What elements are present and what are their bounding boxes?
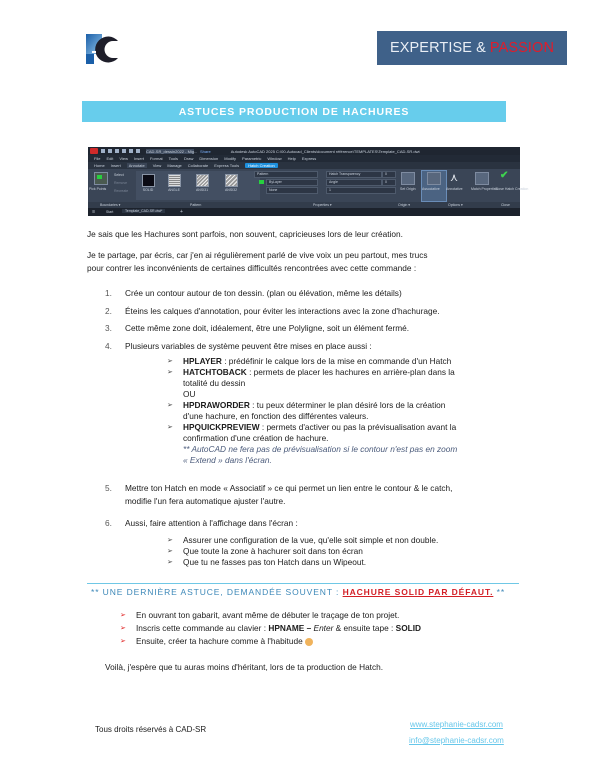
last-tip-text: En ouvrant ton gabarit, avant même de débuter le traçage de ton projet. (136, 610, 400, 620)
autocad-app-icon (90, 148, 98, 154)
step-1 (105, 287, 525, 300)
tab-view: View (152, 163, 162, 168)
new-tab-plus-icon: + (180, 209, 183, 215)
step-text: Aussi, faire attention à l'affichage dans l'écran : (125, 518, 298, 528)
autocad-ribbon-screenshot (88, 147, 529, 216)
menu-view: View (119, 156, 128, 161)
variable-item-hpdraworder (167, 400, 517, 422)
brand-primary: EXPERTISE & (389, 40, 486, 56)
or-label: OU (183, 389, 196, 399)
variable-name: HATCHTOBACK (183, 367, 247, 377)
display-tip (167, 546, 517, 557)
properties-panel-label: Properties ▾ (313, 203, 332, 207)
tab-manage: Manage (167, 163, 182, 168)
menu-insert: Insert (133, 156, 144, 161)
command-solid: SOLID (395, 623, 422, 633)
variable-desc-cont: totalité du dessin (183, 378, 246, 388)
last-tip-text: Ensuite, créer ta hachure comme à l'habitude (136, 636, 303, 646)
preview-note-line-2: « Extend » dans l'écran. (183, 455, 272, 465)
intro-line-2: Je te partage, par écris, car j'en ai régulièrement parlé de vive voix un peu partout, mes trucs (87, 250, 428, 260)
hatch-color-dropdown: ByLayer (266, 179, 318, 186)
brand-banner (377, 31, 567, 65)
select-label: Select (114, 173, 124, 177)
menu-edit: Edit (106, 156, 114, 161)
tab-express-tools: Express Tools (214, 163, 240, 168)
quick-access-toolbar (88, 147, 520, 155)
hatch-angle-field: Angle (326, 179, 382, 186)
menu-window: Window (267, 156, 282, 161)
tab-collaborate: Collaborate (187, 163, 209, 168)
associative-icon (427, 172, 441, 185)
step-2 (105, 305, 525, 318)
hamburger-icon: ☰ (92, 210, 96, 214)
step-text: Éteins les calques d'annotation, pour éviter les interactions avec la zone d'hachurage. (125, 306, 440, 316)
annotative-icon: ⋏ (450, 172, 459, 184)
pattern-panel-label: Pattern (190, 203, 202, 207)
workspace-search: CAD-SR_dessin2022 - Mig... (146, 148, 198, 154)
step-text: Plusieurs variables de système peuvent être mises en place aussi : (125, 341, 372, 351)
annotative-label: Annotative (446, 187, 463, 191)
step-text: Mettre ton Hatch en mode « Associatif » ce qui permet un lien entre le contour & le catch, (125, 483, 453, 493)
pattern-angle-swatch (168, 174, 181, 187)
display-tip (167, 535, 517, 546)
menu-express: Express (301, 156, 317, 161)
menu-modify: Modify (224, 156, 237, 161)
arrow-bullet-icon: ➢ (167, 358, 173, 365)
variable-name: HPDRAWORDER (183, 400, 250, 410)
boundaries-panel-label: Boundaries ▾ (100, 203, 121, 207)
last-tip-item (120, 609, 520, 622)
hatch-transparency-value: 0 (382, 171, 396, 178)
menu-file: File (94, 156, 101, 161)
closing-line: Voilà, j'espère que tu auras moins d'héritant, lors de ta production de Hatch. (105, 662, 384, 672)
display-tip (167, 557, 517, 568)
arrow-bullet-icon: ➢ (167, 548, 173, 555)
last-tip-item (120, 635, 520, 648)
file-tab-start: Start (106, 210, 114, 214)
display-tip-text: Assurer une configuration de la vue, qu'elle soit simple et non double. (183, 535, 439, 545)
menu-format: Format (149, 156, 163, 161)
last-tip-suffix: ** (493, 587, 506, 597)
step-number: 3. (105, 323, 112, 333)
save-as-icon (122, 149, 126, 153)
arrow-bullet-icon: ➢ (167, 369, 173, 376)
open-icon (108, 149, 112, 153)
remove-label: Remove (114, 181, 128, 185)
variable-name: HPQUICKPREVIEW (183, 422, 260, 432)
match-properties-label: Match Properties (471, 187, 498, 191)
copyright-text: Tous droits réservés à CAD-SR (95, 725, 207, 734)
variable-desc: : prédéfinir le calque lors de la mise en commande d'un Hatch (221, 356, 452, 366)
section-divider (87, 583, 519, 584)
color-swatch-icon (259, 180, 264, 184)
recreate-label: Recreate (114, 189, 129, 193)
variable-desc-cont: confirmation d'une création de hachure. (183, 433, 329, 443)
enter-key-label: Enter (313, 623, 334, 633)
share-button: Share (200, 148, 211, 154)
email-link[interactable]: info@stephanie-cadsr.com (409, 736, 504, 745)
variable-item-hpquickpreview (167, 422, 517, 444)
last-tip-text-mid: & ensuite tape : (333, 623, 396, 633)
pattern-solid-label: SOLID (142, 188, 154, 192)
menu-draw: Draw (184, 156, 194, 161)
preview-note-line-1: ** AutoCAD ne fera pas de prévisualisation si le contour n'est pas en zoom (183, 444, 458, 454)
save-icon (115, 149, 119, 153)
page-title: ASTUCES PRODUCTION DE HACHURES (82, 101, 506, 122)
intro-line-1: Je sais que les Hachures sont parfois, non souvent, capricieuses lors de leur création. (87, 229, 403, 239)
smiley-icon (305, 638, 313, 646)
display-tip-text: Que toute la zone à hachurer soit dans ton écran (183, 546, 363, 556)
last-tip-list (120, 609, 520, 648)
preview-note (167, 444, 517, 466)
match-properties-icon (475, 172, 489, 185)
step-number: 5. (105, 483, 112, 493)
menu-tools: Tools (168, 156, 178, 161)
arrow-bullet-icon: ➢ (167, 402, 173, 409)
step-6 (105, 517, 525, 530)
pattern-ansi32-label: ANSI32 (224, 188, 238, 192)
arrow-bullet-icon: ➢ (167, 537, 173, 544)
variable-name: HPLAYER (183, 356, 222, 366)
set-origin-icon (401, 172, 415, 185)
brand-accent: PASSION (489, 40, 555, 56)
step-text-cont: modifie l'un fera automatique ajuster l'autre. (125, 496, 286, 506)
step-number: 6. (105, 518, 112, 528)
set-origin-label: Set Origin (400, 187, 416, 191)
background-color-dropdown: None (266, 187, 318, 194)
pattern-ansi31-label: ANSI31 (195, 188, 209, 192)
checkmark-icon: ✔ (500, 170, 509, 181)
variable-desc: : permets de placer les hachures en arrière-plan dans la (246, 367, 455, 377)
tab-hatch-creation: Hatch Creation (245, 163, 278, 168)
new-icon (101, 149, 105, 153)
hatch-transparency-field: Hatch Transparency (326, 171, 382, 178)
plot-icon (129, 149, 133, 153)
pick-point-marker-icon (97, 175, 102, 179)
arrow-bullet-icon: ➢ (120, 638, 126, 645)
step-text: Crée un contour autour de ton dessin. (plan ou élévation, même les détails) (125, 288, 402, 298)
window-title: Autodesk AutoCAD 2025 C:\00-Autocad_Clients\document référence\TEMPLATES\Template_CAD-SR.dwt (230, 148, 420, 154)
display-tip-text: Que tu ne fasses pas ton Hatch dans un Wipeout. (183, 557, 367, 567)
pattern-ansi32-swatch (225, 174, 238, 187)
arrow-bullet-icon: ➢ (167, 559, 173, 566)
hatch-angle-value: 0 (382, 179, 396, 186)
last-tip-heading (91, 587, 505, 597)
step-number: 1. (105, 288, 112, 298)
arrow-bullet-icon: ➢ (120, 625, 126, 632)
step-3 (105, 322, 525, 335)
menu-parametric: Parametric (242, 156, 262, 161)
undo-icon (136, 149, 140, 153)
step-number: 4. (105, 341, 112, 351)
display-tips-list (167, 535, 517, 568)
last-tip-prefix: ** UNE DERNIÈRE ASTUCE, DEMANDÉE SOUVENT : (91, 587, 343, 597)
last-tip-highlight: HACHURE SOLID PAR DÉFAUT. (342, 587, 494, 597)
intro-line-3: pour contrer les inconvénients de certaines difficultés rencontrées avec cette commande : (87, 263, 417, 273)
ribbon-tabs (88, 162, 520, 169)
tab-annotate: Annotate (128, 163, 145, 168)
step-4 (105, 340, 525, 353)
step-text: Cette même zone doit, idéalement, être une Polyligne, soit un élément fermé. (125, 323, 410, 333)
cad-sr-logo (86, 34, 120, 64)
variable-desc-cont: d'une hachure, en fonction des différentes valeurs. (183, 411, 369, 421)
tab-insert: Insert (110, 163, 121, 168)
command-hpname: HPNAME – (268, 623, 314, 633)
system-variables-list (167, 356, 517, 466)
variable-item-hplayer (167, 356, 517, 367)
associative-label: Associative (422, 187, 440, 191)
pick-points-label: Pick Points (89, 187, 107, 191)
close-hatch-creation-label: Close Hatch Creation (495, 187, 529, 191)
menu-dimension: Dimension (199, 156, 219, 161)
arrow-bullet-icon: ➢ (120, 612, 126, 619)
options-panel-label: Options ▾ (448, 203, 463, 207)
pattern-solid-swatch (142, 174, 155, 187)
file-tab-template: Template_CAD-SR.dwt* (122, 209, 165, 213)
step-5 (105, 482, 525, 508)
variable-desc: : tu peux déterminer le plan désiré lors de la création (249, 400, 446, 410)
menu-help: Help (287, 156, 296, 161)
variable-desc: : permets d'activer ou pas la prévisualisation avant la (259, 422, 457, 432)
pattern-angle-label: ANGLE (168, 188, 180, 192)
variable-item-hatchtoback (167, 367, 517, 400)
origin-panel-label: Origin ▾ (398, 203, 411, 207)
website-link[interactable]: www.stephanie-cadsr.com (410, 720, 503, 729)
step-number: 2. (105, 306, 112, 316)
last-tip-text: Inscris cette commande au clavier : (136, 623, 269, 633)
tab-home: Home (94, 163, 105, 168)
last-tip-item (120, 622, 520, 635)
hatch-scale-field: 1 (326, 187, 396, 194)
arrow-bullet-icon: ➢ (167, 424, 173, 431)
hatch-type-dropdown: Pattern (254, 171, 318, 178)
menu-bar (88, 155, 520, 162)
close-panel-label: Close (501, 203, 510, 207)
pattern-ansi31-swatch (196, 174, 209, 187)
